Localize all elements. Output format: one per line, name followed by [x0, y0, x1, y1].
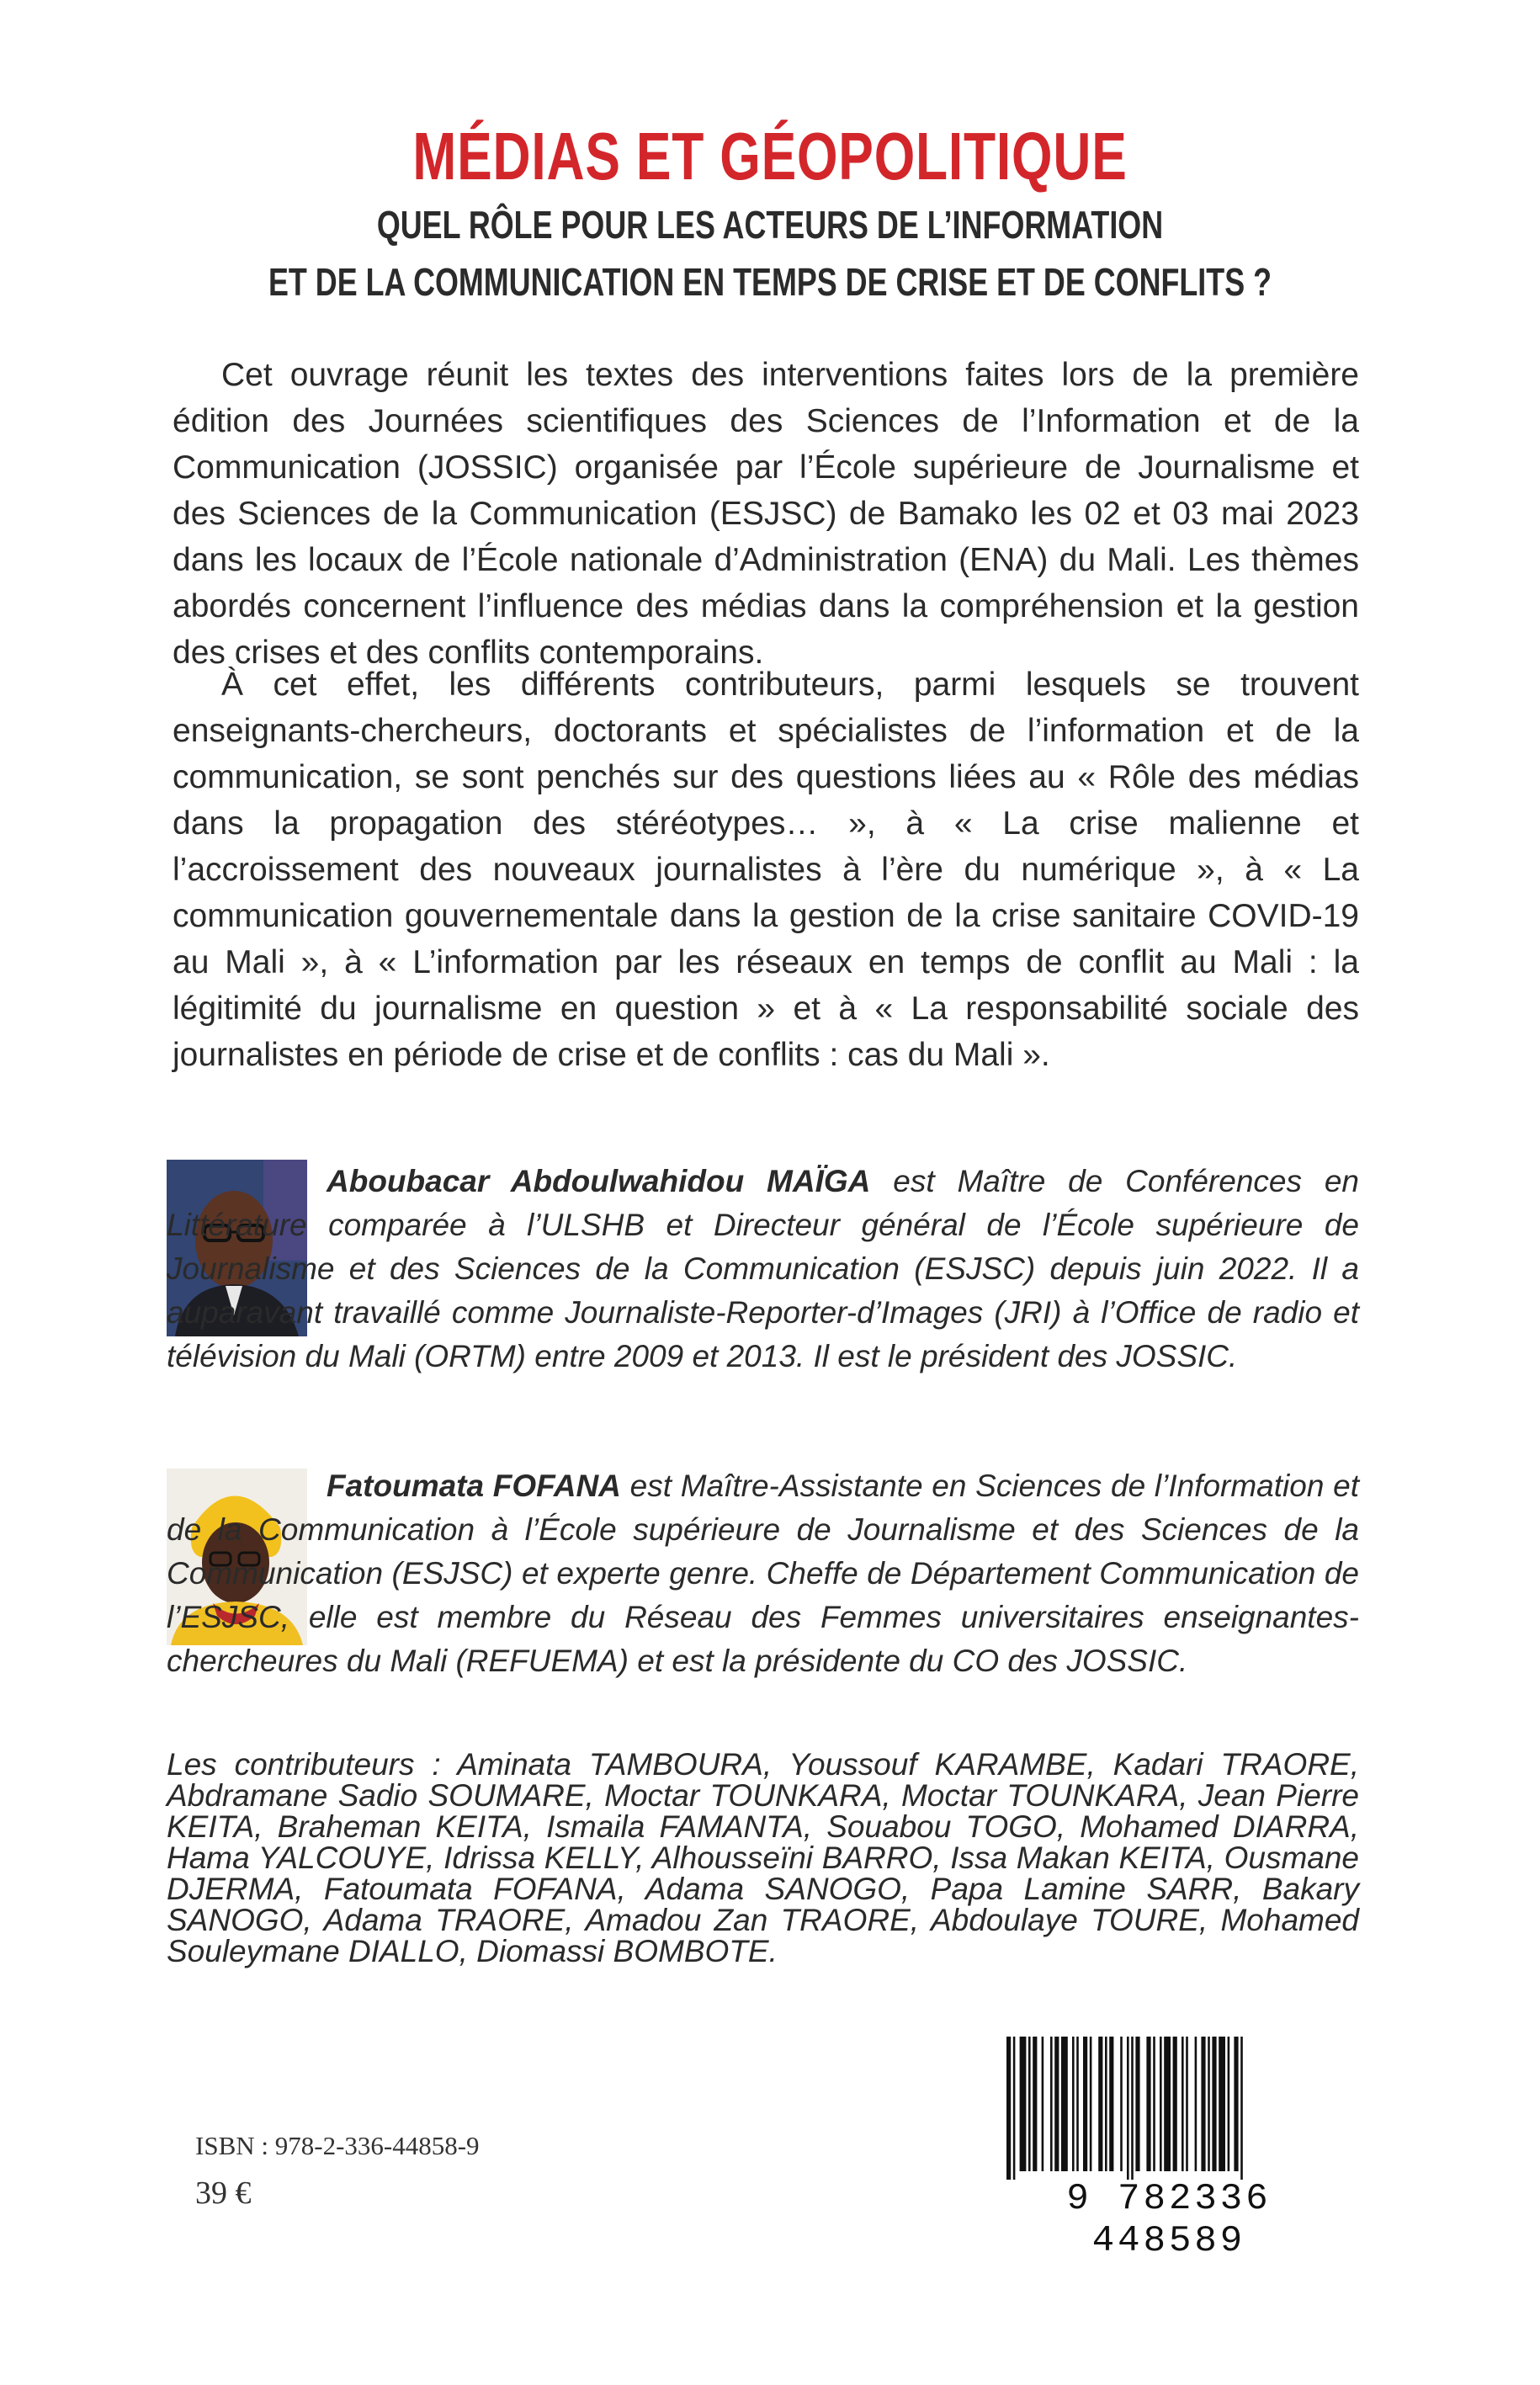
- author-bio-maiga: [167, 1160, 1359, 1378]
- subtitle-line-1: QUEL RÔLE POUR LES ACTEURS DE L’INFORMATION: [376, 203, 1164, 247]
- barcode-bar: [1153, 2037, 1155, 2171]
- author-bio-fofana: [167, 1464, 1359, 1683]
- barcode-number: 9 782336 448589: [1066, 2178, 1272, 2262]
- barcode-bar: [1109, 2037, 1113, 2171]
- barcode-bar: [1127, 2037, 1129, 2180]
- barcode-bar: [1013, 2037, 1016, 2180]
- barcode-bar: [1228, 2037, 1230, 2171]
- barcode-bar: [1076, 2037, 1079, 2171]
- isbn: ISBN : 978-2-336-44858-9: [195, 2131, 480, 2160]
- barcode-bar: [1061, 2037, 1068, 2171]
- author-name-fofana: Fatoumata FOFANA: [327, 1469, 621, 1503]
- barcode-bars-icon: [1006, 2037, 1331, 2180]
- price: 39 €: [195, 2175, 252, 2211]
- barcode-bar: [1028, 2037, 1031, 2171]
- barcode-bar: [1173, 2037, 1177, 2171]
- barcode-bar: [1020, 2037, 1027, 2171]
- barcode-bar: [1072, 2037, 1075, 2171]
- barcode-bar: [1212, 2037, 1216, 2171]
- barcode-bar: [1098, 2037, 1102, 2171]
- barcode-bar: [1240, 2037, 1243, 2180]
- barcode-bar: [1164, 2037, 1171, 2171]
- book-title: MÉDIAS ET GÉOPOLITIQUE: [412, 119, 1128, 194]
- author-bio-text-fofana: est Maître-Assistante en Sciences de l’Information et de la Communication à l’École supérieure de Journalisme et des Sciences de la Communication (ESJSC) et experte genre. Cheffe de Département Communication de l’ESJSC, elle est membre du Réseau des Femmes universitaires enseignantes-chercheures du Mali (REFUEMA) et est la présidente du CO des JOSSIC.: [167, 1469, 1359, 1678]
- subtitle-line-2: ET DE LA COMMUNICATION EN TEMPS DE CRISE ET DE CONFLITS ?: [268, 260, 1272, 304]
- barcode-bar: [1201, 2037, 1205, 2171]
- summary-paragraph-2: À cet effet, les différents contributeurs, parmi lesquels se trouvent enseignants-chercheurs, doctorants et spécialistes de l’information et de la communication, se sont penchés sur des questions liées au « Rôle des médias dans la propagation des stéréotypes… », à « La crise malienne et l’accroissement des nouveaux journalistes à l’ère du numérique », à « La communication gouvernementale dans la gestion de la crise sanitaire COVID-19 au Mali », à « L’information par les réseaux en temps de conflit au Mali : la légitimité du journalisme en question » et à « La responsabilité sociale des journalistes en période de crise et de conflits : cas du Mali ».: [173, 667, 1359, 1073]
- barcode-bar: [1186, 2037, 1188, 2171]
- barcode-bar: [1234, 2037, 1238, 2171]
- barcode-bar: [1195, 2037, 1197, 2171]
- barcode-bar: [1054, 2037, 1059, 2171]
- barcode: [991, 2028, 1346, 2262]
- barcode-bar: [1182, 2037, 1184, 2171]
- barcode-bar: [1090, 2037, 1092, 2171]
- barcode-bar: [1160, 2037, 1162, 2171]
- barcode-bar: [1208, 2037, 1210, 2171]
- barcode-bar: [1105, 2037, 1107, 2171]
- barcode-bar: [1131, 2037, 1134, 2180]
- contributors-list: Les contributeurs : Aminata TAMBOURA, Youssouf KARAMBE, Kadari TRAORE, Abdramane Sadio SOUMARE, Moctar TOUNKARA, Moctar TOUNKARA, Jean Pierre KEITA, Braheman KEITA, Ismaila FAMANTA, Souabou TOGO, Mohamed DIARRA, Hama YALCOUYE, Idrissa KELLY, Alhousseïni BARRO, Issa Makan KEITA, Ousmane DJERMA, Fatoumata FOFANA, Adama SANOGO, Papa Lamine SARR, Bakary SANOGO, Adama TRAORE, Amadou Zan TRAORE, Abdoulaye TOURE, Mohamed Souleymane DIALLO, Diomassi BOMBOTE.: [167, 1747, 1359, 1968]
- barcode-bar: [1120, 2037, 1123, 2171]
- barcode-bar: [1219, 2037, 1225, 2171]
- author-bio-text-maiga: est Maître de Conférences en Littérature comparée à l’ULSHB et Directeur général de l’École supérieure de Journalisme et des Sciences de la Communication (ESJSC) depuis juin 2022. Il a auparavant travaillé comme Journaliste-Reporter-d’Images (JRI) à l’Office de radio et télévision du Mali (ORTM) entre 2009 et 2013. Il est le président des JOSSIC.: [167, 1164, 1359, 1373]
- barcode-bar: [1042, 2037, 1044, 2171]
- barcode-bar: [1050, 2037, 1053, 2171]
- barcode-bar: [1083, 2037, 1087, 2171]
- barcode-bar: [1006, 2037, 1011, 2180]
- barcode-bar: [1135, 2037, 1139, 2171]
- barcode-bar: [1033, 2037, 1037, 2171]
- author-name-maiga: Aboubacar Abdoulwahidou MAÏGA: [327, 1164, 871, 1198]
- barcode-bar: [1146, 2037, 1150, 2171]
- summary-paragraph-1: Cet ouvrage réunit les textes des interventions faites lors de la première édition des Journées scientifiques des Sciences de l’Information et de la Communication (JOSSIC) organisée par l’École supérieure de Journalisme et des Sciences de la Communication (ESJSC) de Bamako les 02 et 03 mai 2023 dans les locaux de l’École nationale d’Administration (ENA) du Mali. Les thèmes abordés concernent l’influence des médias dans la compréhension et la gestion des crises et des conflits contemporains.: [173, 357, 1359, 671]
